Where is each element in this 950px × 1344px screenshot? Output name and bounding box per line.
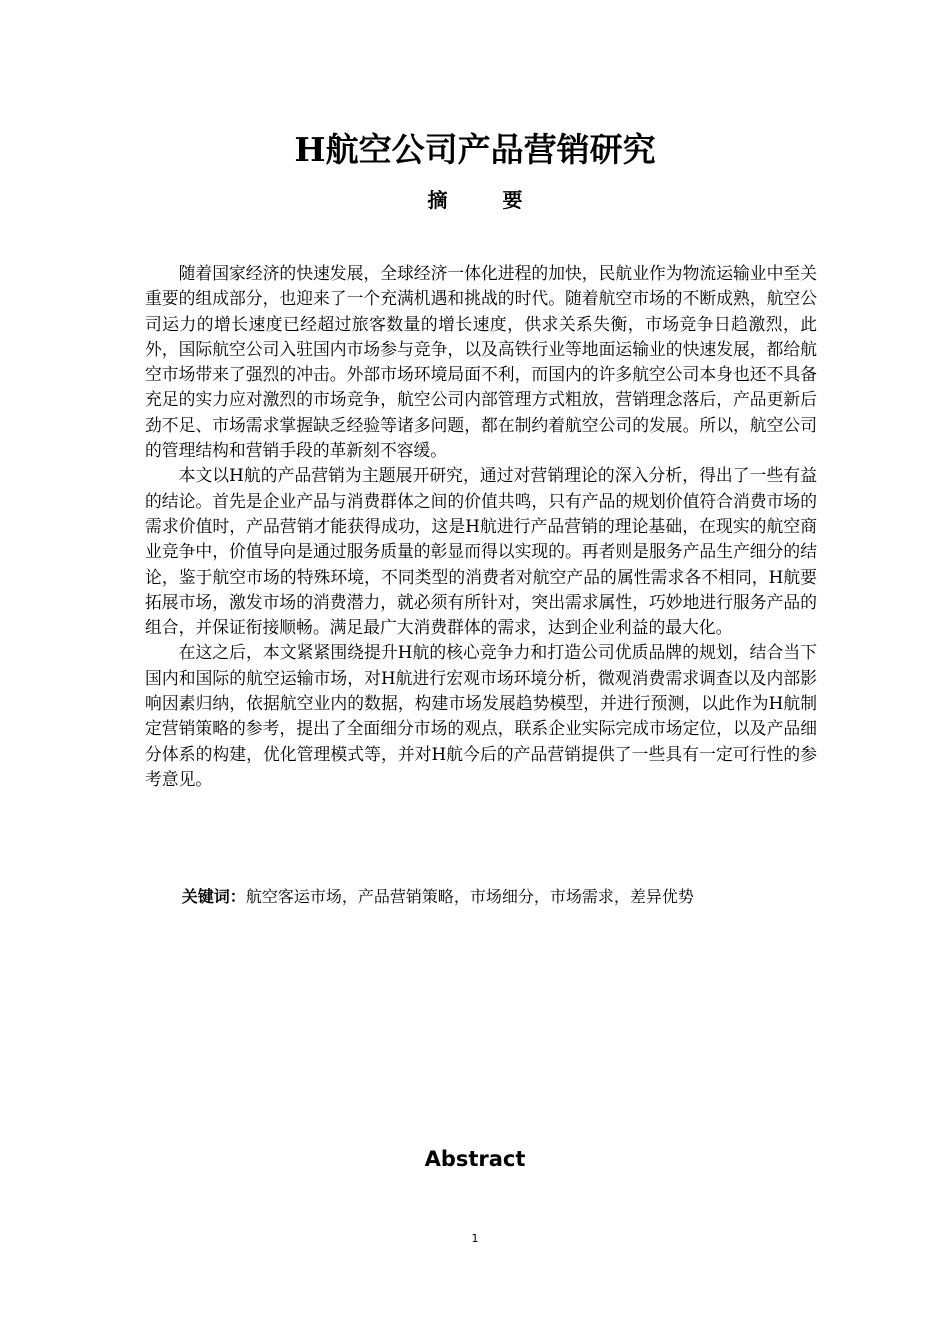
abstract-paragraph-1: 随着国家经济的快速发展，全球经济一体化进程的加快，民航业作为物流运输业中至关重要的组成部分，也迎来了一个充满机遇和挑战的时代。随着航空市场的不断成熟，航空公司运力的增长速度已经超过旅客数量的增长速度，供求关系失衡，市场竞争日趋激烈，此外，国际航空公司入驻国内市场参与竞争，以及高铁行业等地面运输业的快速发展，都给航空市场带来了强烈的冲击。外部市场环境局面不利，而国内的许多航空公司本身也还不具备充足的实力应对激烈的市场竞争，航空公司内部管理方式粗放，营销理念落后，产品更新后劲不足、市场需求掌握缺乏经验等诸多问题，都在制约着航空公司的发展。所以，航空公司的管理结构和营销手段的革新刻不容缓。 — [145, 263, 817, 461]
abstract-paragraph-3: 在这之后，本文紧紧围绕提升H航的核心竞争力和打造公司优质品牌的规划，结合当下国内和国际的航空运输市场，对H航进行宏观市场环境分析，微观消费需求调查以及内部影响因素归纳，依据航空业内的数据，构建市场发展趋势模型，并进行预测，以此作为H航制定营销策略的参考，提出了全面细分市场的观点，联系企业实际完成市场定位，以及产品细分体系的构建，优化管理模式等，并对H航今后的产品营销提供了一些具有一定可行性的参考意见。 — [145, 642, 817, 789]
english-abstract-heading: Abstract — [424, 1147, 526, 1171]
abstract-body — [145, 261, 817, 792]
abstract-paragraph-2: 本文以H航的产品营销为主题展开研究，通过对营销理论的深入分析，得出了一些有益的结论。首先是企业产品与消费群体之间的价值共鸣，只有产品的规划价值符合消费市场的需求价值时，产品营销才能获得成功，这是H航进行产品营销的理论基础，在现实的航空商业竞争中，价值导向是通过服务质量的彰显而得以实现的。再者则是服务产品生产细分的结论，鉴于航空市场的特殊环境，不同类型的消费者对航空产品的属性需求各不相同，H航要拓展市场，激发市场的消费潜力，就必须有所针对，突出需求属性，巧妙地进行服务产品的组合，并保证衔接顺畅。满足最广大消费群体的需求，达到企业利益的最大化。 — [145, 465, 817, 638]
keywords-text: 航空客运市场，产品营销策略，市场细分，市场需求，差异优势 — [245, 887, 694, 906]
keywords-line — [145, 885, 817, 909]
keywords-label: 关键词： — [181, 887, 246, 906]
abstract-heading: 摘 要 — [427, 188, 547, 212]
document-title: H航空公司产品营销研究 — [294, 130, 656, 169]
page-number: 1 — [471, 1232, 479, 1245]
